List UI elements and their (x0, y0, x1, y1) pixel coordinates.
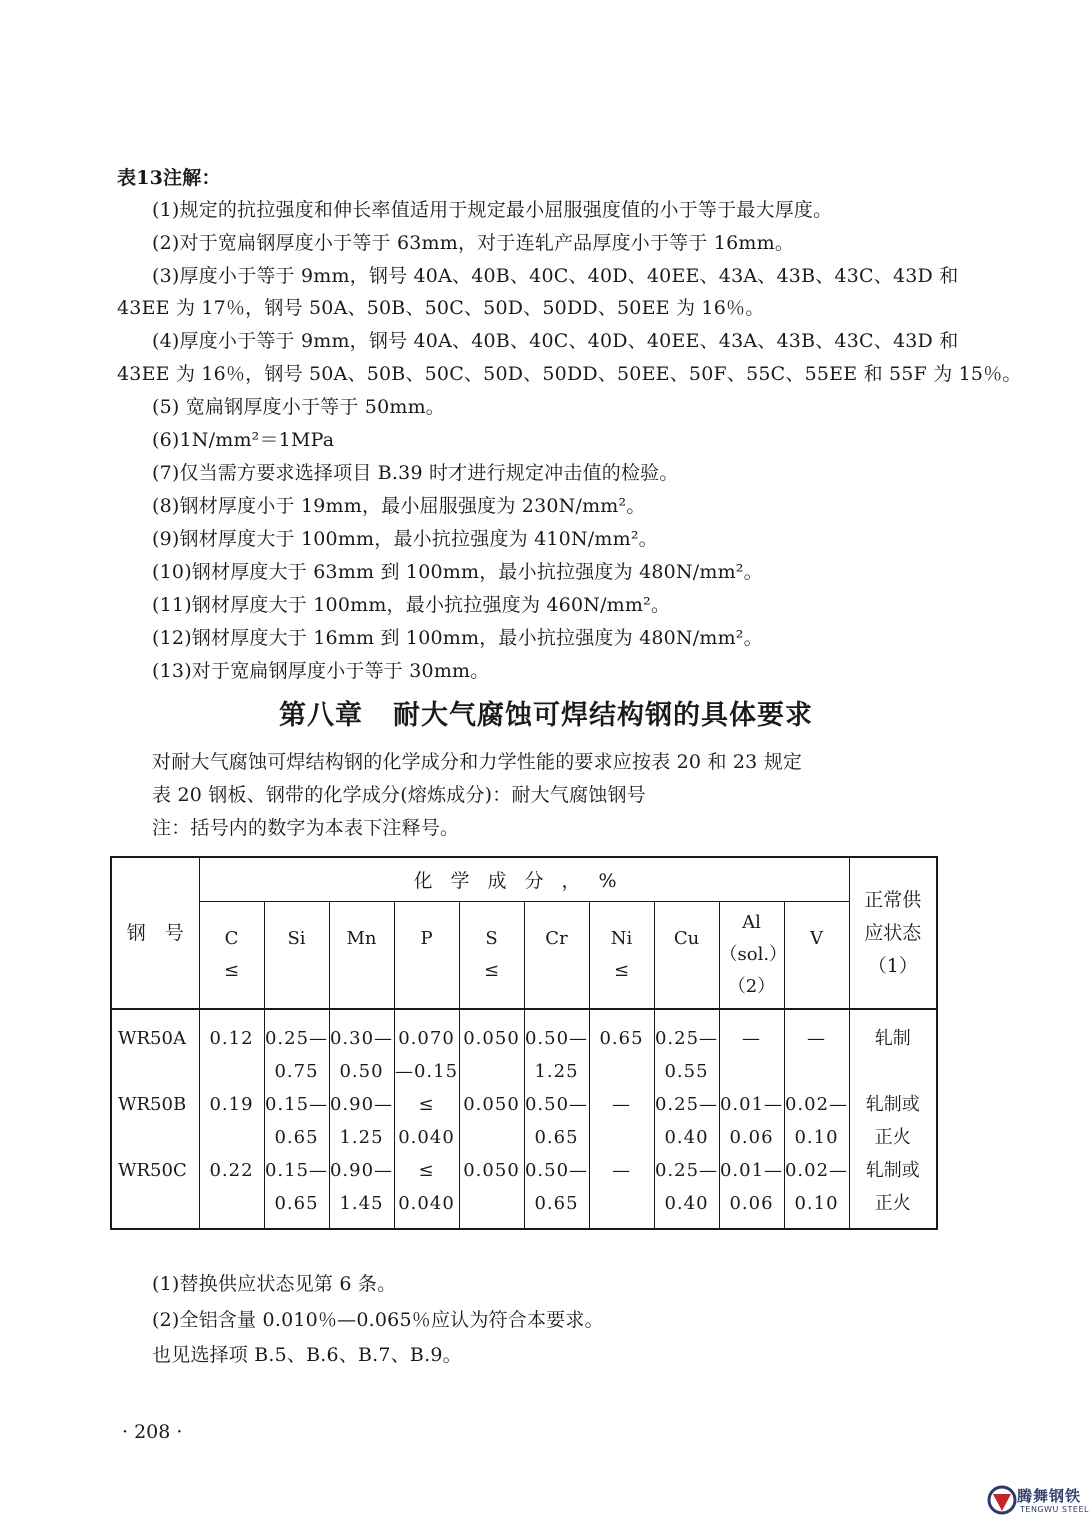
composition-value: 0.050 (463, 1160, 520, 1181)
composition-value: 0.65 (534, 1193, 579, 1214)
composition-value (200, 1121, 264, 1154)
composition-value: 0.040 (398, 1193, 455, 1214)
note-line: (5) 宽扁钢厚度小于等于 50mm。 (152, 396, 446, 418)
steel-grade: WR50A (118, 1028, 186, 1049)
composition-value (460, 1187, 524, 1220)
composition-value (785, 1055, 849, 1088)
composition-value: 0.90— (329, 1094, 394, 1115)
composition-value: 0.75 (274, 1061, 319, 1082)
v-column (784, 1009, 849, 1229)
composition-value (200, 1187, 264, 1220)
composition-value (590, 1055, 654, 1088)
composition-value: 0.22 (209, 1160, 254, 1181)
composition-value (460, 1121, 524, 1154)
al-column (719, 1009, 784, 1229)
note-line: 43EE 为 17％，钢号 50A、50B、50C、50D、50DD、50EE 为 16％。 (117, 297, 765, 319)
column-header-cu: Cu (654, 901, 719, 1009)
steel-grade: WR50B (118, 1094, 187, 1115)
note-line: (6)1N/mm²＝1MPa (152, 429, 335, 451)
column-header-mn: Mn (329, 901, 394, 1009)
composition-value: 1.25 (534, 1061, 579, 1082)
composition-value: 0.15— (264, 1160, 329, 1181)
cu-column (654, 1009, 719, 1229)
composition-header: 化学成分，% (199, 857, 849, 901)
composition-value: 0.02— (784, 1094, 849, 1115)
note-line: (3)厚度小于等于 9mm，钢号 40A、40B、40C、40D、40EE、43A、43B、43C、43D 和 (152, 265, 959, 287)
composition-value: 0.50— (524, 1094, 589, 1115)
supply-state: 轧制 (874, 1028, 911, 1049)
note-line: (10)钢材厚度大于 63mm 到 100mm，最小抗拉强度为 480N/mm²。 (152, 561, 763, 583)
state-column (849, 1009, 937, 1229)
composition-value: 0.19 (209, 1094, 254, 1115)
footnote-line: 也见选择项 B.5、B.6、B.7、B.9。 (152, 1344, 462, 1366)
composition-value: 0.15— (264, 1094, 329, 1115)
supply-state: 轧制或 (865, 1094, 920, 1115)
composition-value: 0.90— (329, 1160, 394, 1181)
composition-value: 0.30— (329, 1028, 394, 1049)
column-header-si: Si (264, 901, 329, 1009)
composition-value: —0.15 (394, 1061, 459, 1082)
note-line: 43EE 为 16％，钢号 50A、50B、50C、50D、50DD、50EE、50F、55C、55EE 和 55F 为 15％。 (117, 363, 1022, 385)
chapter-title: 耐大气腐蚀可焊结构钢的具体要求 (393, 700, 813, 731)
s-column (459, 1009, 524, 1229)
logo-subtitle: TENGWU STEEL (1020, 1505, 1089, 1514)
column-header-s: S ≤ (459, 901, 524, 1009)
mn-column (329, 1009, 394, 1229)
composition-value: 0.50 (339, 1061, 384, 1082)
composition-value: — (612, 1160, 631, 1181)
composition-value: 0.06 (729, 1193, 774, 1214)
composition-value: 0.12 (209, 1028, 254, 1049)
column-header-cr: Cr (524, 901, 589, 1009)
composition-value: 0.65 (274, 1127, 319, 1148)
composition-value: 0.25— (654, 1160, 719, 1181)
note-line: (7)仅当需方要求选择项目 B.39 时才进行规定冲击值的检验。 (152, 462, 679, 484)
composition-value (720, 1055, 784, 1088)
composition-value: 0.070 (398, 1028, 455, 1049)
composition-value: 0.25— (264, 1028, 329, 1049)
composition-value: — (807, 1028, 827, 1049)
supply-state (850, 1055, 937, 1088)
column-header-ni: Ni ≤ (589, 901, 654, 1009)
ni-column (589, 1009, 654, 1229)
composition-value: 0.40 (664, 1127, 709, 1148)
composition-value: 0.65 (534, 1127, 579, 1148)
footnote-line: (2)全铝含量 0.010％—0.065％应认为符合本要求。 (152, 1309, 604, 1331)
note-line: (2)对于宽扁钢厚度小于等于 63mm，对于连轧产品厚度小于等于 16mm。 (152, 232, 795, 254)
supply-state: 轧制或 (865, 1160, 920, 1181)
composition-value: 0.040 (398, 1127, 455, 1148)
composition-value: 0.55 (664, 1061, 709, 1082)
composition-value: 0.25— (654, 1094, 719, 1115)
composition-value: — (612, 1094, 631, 1115)
composition-value: 0.050 (463, 1028, 520, 1049)
table-note: 注：括号内的数字为本表下注释号。 (152, 817, 460, 839)
composition-value: 0.50— (524, 1160, 589, 1181)
grade-column (111, 1009, 199, 1229)
composition-value (460, 1055, 524, 1088)
footnote-line: (1)替换供应状态见第 6 条。 (152, 1273, 397, 1295)
si-column (264, 1009, 329, 1229)
composition-value: 0.050 (463, 1094, 520, 1115)
composition-value: ≤ (418, 1094, 435, 1115)
column-header-c: C ≤ (199, 901, 264, 1009)
composition-value: 0.40 (664, 1193, 709, 1214)
note-line: (4)厚度小于等于 9mm，钢号 40A、40B、40C、40D、40EE、43A、43B、43C、43D 和 (152, 330, 959, 352)
composition-value: 1.25 (339, 1127, 384, 1148)
column-header-al: Al （sol.） （2） (719, 901, 784, 1009)
page-number: · 208 · (122, 1421, 183, 1443)
column-header-p: P (394, 901, 459, 1009)
p-column (394, 1009, 459, 1229)
note-line: (1)规定的抗拉强度和伸长率值适用于规定最小屈服强度值的小于等于最大厚度。 (152, 199, 833, 221)
note-line: (13)对于宽扁钢厚度小于等于 30mm。 (152, 660, 490, 682)
composition-value: 0.10 (794, 1193, 839, 1214)
composition-value: 0.02— (784, 1160, 849, 1181)
c-column (199, 1009, 264, 1229)
chapter-heading (0, 698, 1092, 734)
table-caption: 表 20 钢板、钢带的化学成分(熔炼成分)：耐大气腐蚀钢号 (152, 784, 646, 806)
note-line: (8)钢材厚度小于 19mm，最小屈服强度为 230N/mm²。 (152, 495, 646, 517)
composition-value: 0.50— (524, 1028, 589, 1049)
note-line: (11)钢材厚度大于 100mm，最小抗拉强度为 460N/mm²。 (152, 594, 671, 616)
composition-value (590, 1121, 654, 1154)
composition-value: 1.45 (339, 1193, 384, 1214)
composition-value: 0.25— (654, 1028, 719, 1049)
notes-title: 表13注解： (117, 167, 221, 189)
composition-value: ≤ (418, 1160, 435, 1181)
composition-value (200, 1055, 264, 1088)
composition-value: 0.01— (719, 1160, 784, 1181)
composition-value: 0.06 (729, 1127, 774, 1148)
composition-value: 0.65 (599, 1028, 644, 1049)
chapter-number: 第八章 (279, 700, 363, 731)
note-line: (9)钢材厚度大于 100mm，最小抗拉强度为 410N/mm²。 (152, 528, 658, 550)
table-body-row (111, 1009, 937, 1229)
note-line: (12)钢材厚度大于 16mm 到 100mm，最小抗拉强度为 480N/mm²。 (152, 627, 763, 649)
cr-column (524, 1009, 589, 1229)
composition-value: — (742, 1028, 761, 1049)
grade-header: 钢 号 (111, 857, 199, 1009)
composition-value: 0.65 (274, 1193, 319, 1214)
supply-state: 正火 (874, 1127, 911, 1148)
intro-line: 对耐大气腐蚀可焊结构钢的化学成分和力学性能的要求应按表 20 和 23 规定 (152, 751, 803, 773)
logo-name: 腾舞钢铁 (1017, 1487, 1082, 1505)
composition-table (110, 856, 938, 1230)
composition-value (590, 1187, 654, 1220)
composition-value: 0.01— (719, 1094, 784, 1115)
steel-grade: WR50C (118, 1160, 187, 1181)
column-header-v: V (784, 901, 849, 1009)
supply-state: 正火 (874, 1193, 911, 1214)
supply-state-header: 正常供 应状态 （1） (849, 857, 937, 1009)
composition-value: 0.10 (794, 1127, 839, 1148)
